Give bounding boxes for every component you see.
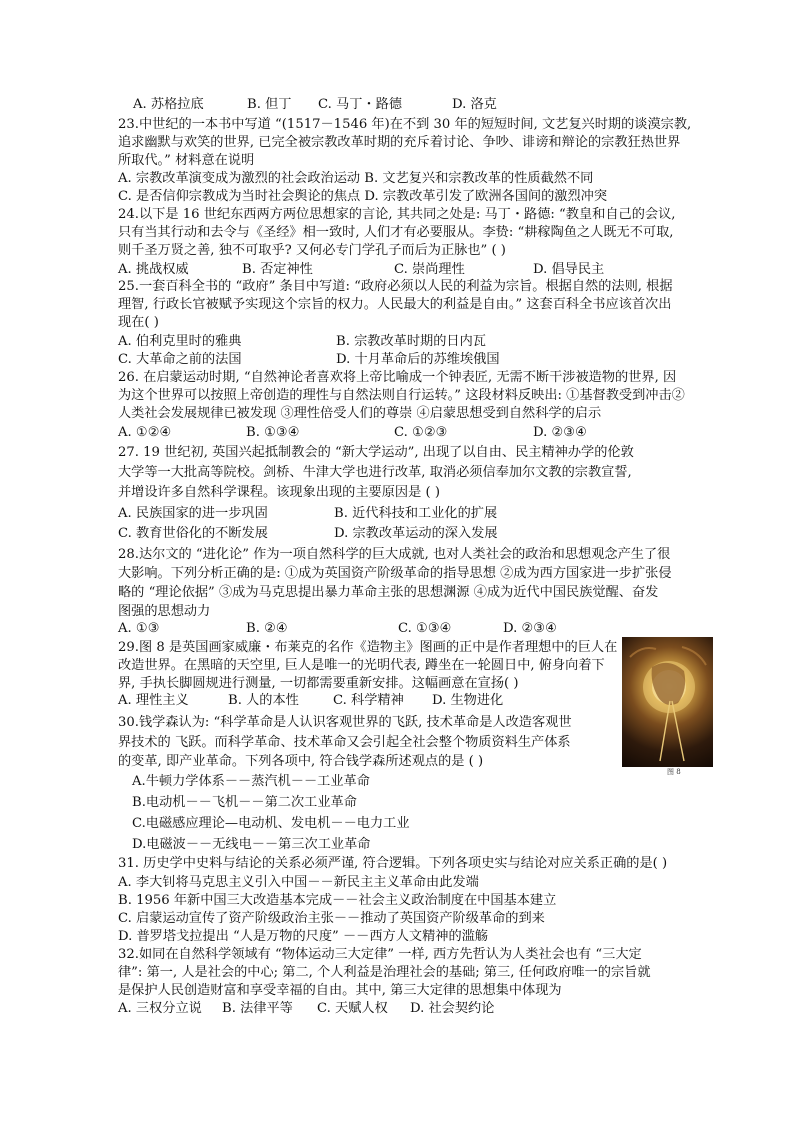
q30-option: B.电动机－－飞机－－第二次工业革命 bbox=[132, 795, 357, 810]
q26-option-d: D. ②③④ bbox=[533, 425, 587, 440]
q28-stem-line: 略的 “理论依据” ③成为马克思提出暴力革命主张的思想渊源 ④成为近代中国民族觉醒、奋发 bbox=[118, 585, 659, 600]
q28-stem-line: 图强的思想动力 bbox=[118, 604, 211, 619]
q26-option-a: A. ①②④ bbox=[118, 425, 172, 440]
q26-stem-line: 人类社会发展规律已被发现 ③理性倍受人们的尊崇 ④启蒙思想受到自然科学的启示 bbox=[118, 406, 602, 421]
q24-stem-line: 24.以下是 16 世纪东西两方两位思想家的言论, 其共同之处是: 马丁・路德: “教皇和自己的会议, bbox=[118, 207, 676, 222]
painting-figure-svg bbox=[622, 637, 713, 767]
q29-option-a: A. 理性主义 bbox=[118, 693, 189, 708]
q29-stem-line: 29.图 8 是英国画家威廉・布莱克的名作《造物主》图画的正中是作者理想中的巨人在 bbox=[118, 640, 618, 655]
q23-stem-line: 追求幽默与欢笑的世界, 已完全被宗教改革时期的充斥着讨论、争吵、诽谤和辩论的宗教狂热世界 bbox=[118, 135, 681, 150]
q30-option: A.牛顿力学体系－－蒸汽机－－工业革命 bbox=[132, 774, 370, 789]
q25-option-c: C. 大革命之前的法国 bbox=[118, 352, 242, 367]
q27-stem-line: 并增设许多自然科学课程。该现象出现的主要原因是 ( ) bbox=[118, 485, 440, 500]
q22-option-a: A. 苏格拉底 bbox=[133, 97, 204, 112]
q25-stem-line: 现在( ) bbox=[118, 315, 159, 330]
q30-option: D.电磁波－－无线电－－第三次工业革命 bbox=[132, 837, 371, 852]
q32-stem-line: 律”: 第一, 人是社会的中心; 第二, 个人利益是治理社会的基础; 第三, 任何政府唯一的宗旨就 bbox=[118, 965, 651, 980]
q27-option-b: B. 近代科技和工业化的扩展 bbox=[334, 506, 498, 521]
q28-option-b: B. ②④ bbox=[246, 621, 288, 636]
q27-option-c: C. 教育世俗化的不断发展 bbox=[118, 526, 268, 541]
q27-option-d: D. 宗教改革运动的深入发展 bbox=[334, 526, 498, 541]
q25-stem-line: 25.一套百科全书的 “政府” 条目中写道: “政府必须以人民的利益为宗旨。根据自然的法则, 根据 bbox=[118, 279, 673, 294]
q23-stem-line: 23.中世纪的一本书中写道 “(1517－1546 年)在不到 30 年的短短时间, 文艺复兴时期的谈漠宗教, bbox=[118, 117, 692, 132]
q32-stem-line: 是保护人民创造财富和享受幸福的自由。其中, 第三大定律的思想集中体现为 bbox=[118, 983, 562, 998]
q28-stem-line: 28.达尔文的 “进化论” 作为一项自然科学的巨大成就, 也对人类社会的政治和思想观念产生了很 bbox=[118, 547, 671, 562]
q26-option-b: B. ①③④ bbox=[246, 425, 300, 440]
q32-option-d: D. 社会契约论 bbox=[410, 1001, 495, 1016]
q29-option-d: D. 生物进化 bbox=[432, 693, 504, 708]
q24-option-d: D. 倡导民主 bbox=[533, 262, 605, 277]
q32-option-b: B. 法律平等 bbox=[222, 1001, 293, 1016]
q30-option: C.电磁感应理论—电动机、发电机－－电力工业 bbox=[132, 816, 410, 831]
q22-option-c: C. 马丁・路德 bbox=[318, 97, 402, 112]
q29-option-b: B. 人的本性 bbox=[228, 693, 299, 708]
q28-option-d: D. ②③④ bbox=[503, 621, 557, 636]
q22-option-b: B. 但丁 bbox=[247, 97, 292, 112]
q23-stem-line: 所取代。” 材料意在说明 bbox=[118, 153, 255, 168]
q32-option-c: C. 天赋人权 bbox=[317, 1001, 388, 1016]
figure-caption: 图 8 bbox=[667, 768, 681, 776]
q30-stem-line: 30.钱学森认为: “科学革命是人认识客观世界的飞跃, 技术革命是人改造客观世 bbox=[118, 715, 572, 730]
q24-stem-line: 只有当其行动和去令与《圣经》相一致时, 人们才有必要服从。李贽: “耕稼陶鱼之人既无不可取, bbox=[118, 225, 674, 240]
q26-stem-line: 为这个世界可以按照上帝创造的理性与自然法则自行运转。” 这段材料反映出: ①基督教受到冲击② bbox=[118, 388, 685, 403]
q27-option-a: A. 民族国家的进一步巩固 bbox=[118, 506, 268, 521]
q26-stem-line: 26. 在启蒙运动时期, “自然神论者喜欢将上帝比喻成一个钟表匠, 无需不断干涉被造物的世界, 因 bbox=[118, 370, 677, 385]
q31-option: D. 普罗塔戈拉提出 “人是万物的尺度” －－西方人文精神的滥觞 bbox=[118, 929, 489, 944]
q25-option-d: D. 十月革命后的苏维埃俄国 bbox=[336, 352, 500, 367]
q30-stem-line: 界技术的 飞跃。而科学革命、技术革命又会引起全社会整个物质资料生产体系 bbox=[118, 735, 571, 750]
q24-stem-line: 则千圣万贤之善, 独不可取乎? 又何必专门学孔子而后为正脉也” ( ) bbox=[118, 243, 506, 258]
q29-stem-line: 界, 手执长脚圆规进行测量, 一切都需要重新安排。这幅画意在宣扬( ) bbox=[118, 676, 519, 691]
q32-option-a: A. 三权分立说 bbox=[118, 1001, 202, 1016]
q31-option: A. 李大钊将马克思主义引入中国－－新民主主义革命由此发端 bbox=[118, 875, 479, 890]
q23-options-line: A. 宗教改革演变成为激烈的社会政治运动 B. 文艺复兴和宗教改革的性质截然不同 bbox=[118, 171, 594, 186]
q29-stem-line: 改造世界。在黑暗的天空里, 巨人是唯一的光明代表, 蹲坐在一轮圆日中, 俯身向着下 bbox=[118, 658, 605, 673]
q24-option-c: C. 崇尚理性 bbox=[394, 262, 465, 277]
q27-stem-line: 27. 19 世纪初, 英国兴起抵制教会的 “新大学运动”, 出现了以自由、民主精神办学的伦敦 bbox=[118, 445, 634, 460]
q27-stem-line: 大学等一大批高等院校。剑桥、牛津大学也进行改革, 取消必须信奉加尔文教的宗教宣誓, bbox=[118, 465, 632, 480]
q31-option: B. 1956 年新中国三大改造基本完成－－社会主义政治制度在中国基本建立 bbox=[118, 893, 557, 908]
q29-option-c: C. 科学精神 bbox=[333, 693, 404, 708]
q28-option-c: C. ①③④ bbox=[398, 621, 452, 636]
q31-stem-line: 31. 历史学中史料与结论的关系必须严谨, 符合逻辑。下列各项史实与结论对应关系正确的是( ) bbox=[118, 856, 668, 871]
q24-option-a: A. 挑战权威 bbox=[118, 262, 189, 277]
q23-options-line: C. 是否信仰宗教成为当时社会舆论的焦点 D. 宗教改革引发了欧洲各国间的激烈冲突 bbox=[118, 189, 608, 204]
q31-option: C. 启蒙运动宣传了资产阶级政治主张－－推动了英国资产阶级革命的到来 bbox=[118, 911, 545, 926]
q28-option-a: A. ①③ bbox=[118, 621, 160, 636]
q25-stem-line: 理智, 行政长官被赋予实现这个宗旨的权力。人民最大的利益是自由。” 这套百科全书应该首次出 bbox=[118, 297, 672, 312]
q22-option-d: D. 洛克 bbox=[452, 97, 497, 112]
creator-painting-image bbox=[622, 637, 713, 767]
q32-stem-line: 32.如同在自然科学领域有 “物体运动三大定律” 一样, 西方先哲认为人类社会也有 “三大定 bbox=[118, 947, 642, 962]
q26-option-c: C. ①②③ bbox=[394, 425, 448, 440]
q24-option-b: B. 否定神性 bbox=[242, 262, 313, 277]
q25-option-a: A. 伯利克里时的雅典 bbox=[118, 334, 242, 349]
q25-option-b: B. 宗教改革时期的日内瓦 bbox=[336, 334, 486, 349]
q30-stem-line: 的变革, 即产业革命。下列各项中, 符合钱学森所述观点的是 ( ) bbox=[118, 754, 484, 769]
q28-stem-line: 大影响。下列分析正确的是: ①成为英国资产阶级革命的指导思想 ②成为西方国家进一步扩张侵 bbox=[118, 566, 672, 581]
